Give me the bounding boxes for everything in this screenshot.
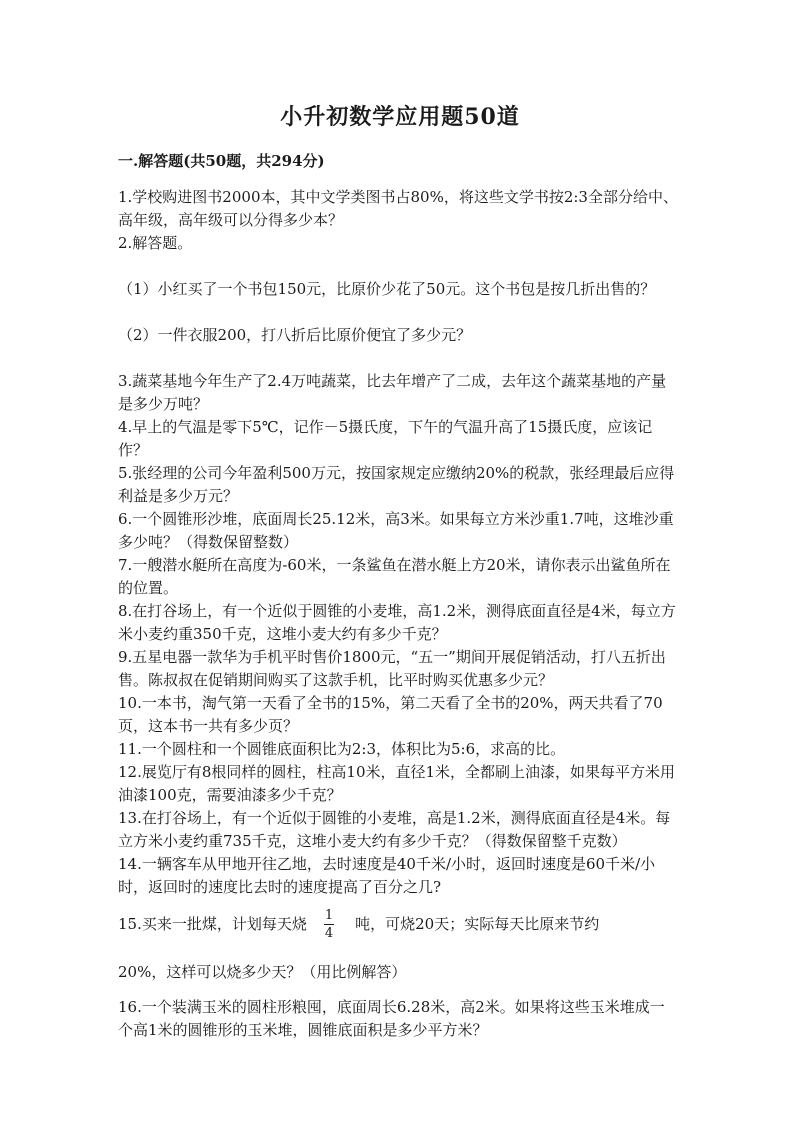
question-16: 16.一个装满玉米的圆柱形粮囤，底面周长6.28米，高2米。如果将这些玉米堆成一个高1米的圆锥形的玉米堆，圆锥底面积是多少平方米？ [118, 998, 665, 1039]
question-12: 12.展览厅有8根同样的圆柱，柱高10米，直径1米，全都刷上油漆，如果每平方米用油漆100克，需要油漆多少千克？ [118, 763, 676, 804]
question-11: 11.一个圆柱和一个圆锥底面积比为2:3，体积比为5:6，求高的比。 [118, 740, 566, 758]
question-8: 8.在打谷场上，有一个近似于圆锥的小麦堆，高1.2米，测得底面直径是4米，每立方米小麦约重350千克，这堆小麦大约有多少千克？ [118, 602, 676, 643]
fraction-denominator: 4 [324, 925, 334, 941]
question-list [118, 186, 678, 1042]
question-1: 1.学校购进图书2000本，其中文学类图书占80%，将这些文学书按2:3全部分给中、高年级，高年级可以分得多少本？ [118, 188, 678, 229]
fraction-numerator: 1 [324, 907, 334, 923]
question-10: 10.一本书，淘气第一天看了全书的15%，第二天看了全书的20%，两天共看了70页，这本书一共有多少页？ [118, 694, 663, 735]
question-3: 3.蔬菜基地今年生产了2.4万吨蔬菜，比去年增产了二成，去年这个蔬菜基地的产量是多少万吨？ [118, 372, 667, 413]
question-15-text-b: 吨，可烧20天；实际每天比原来节约 [355, 914, 600, 933]
question-9: 9.五星电器一款华为手机平时售价1800元，“五一”期间开展促销活动，打八五折出售。陈叔叔在促销期间购买了这款手机，比平时购买优惠多少元？ [118, 648, 666, 689]
question-14: 14.一辆客车从甲地开往乙地，去时速度是40千米/小时，返回时速度是60千米/小时，返回时的速度比去时的速度提高了百分之几? [118, 855, 656, 896]
question-5: 5.张经理的公司今年盈利500万元，按国家规定应缴纳20%的税款，张经理最后应得利益是多少万元？ [118, 464, 675, 505]
question-7: 7.一艘潜水艇所在高度为-60米，一条鲨鱼在潜水艇上方20米，请你表示出鲨鱼所在的位置。 [118, 556, 671, 597]
question-15-line-1 [118, 899, 678, 949]
fraction [323, 908, 335, 941]
question-6: 6.一个圆锥形沙堆，底面周长25.12米，高3米。如果每立方米沙重1.7吨，这堆沙重多少吨？（得数保留整数） [118, 510, 674, 551]
question-2-part-1: （1）小红买了一个书包150元，比原价少花了50元。这个书包是按几折出售的？ [118, 280, 656, 298]
question-13: 13.在打谷场上，有一个近似于圆锥的小麦堆，高是1.2米，测得底面直径是4米。每立方米小麦约重735千克，这堆小麦大约有多少千克？（得数保留整千克数） [118, 809, 671, 850]
question-15-text-a: 15.买来一批煤，计划每天烧 [118, 914, 307, 933]
section-heading: 一.解答题(共50题，共294分) [118, 152, 325, 170]
page-title: 小升初数学应用题50道 [280, 104, 520, 130]
fraction-bar [324, 924, 334, 925]
question-15-line-2: 20%，这样可以烧多少天？（用比例解答） [118, 963, 407, 981]
question-2: 2.解答题。 [118, 234, 193, 252]
question-2-part-2: （2）一件衣服200，打八折后比原价便宜了多少元？ [118, 326, 472, 344]
question-4: 4.早上的气温是零下5℃，记作－5摄氏度，下午的气温升高了15摄氏度，应该记作？ [118, 418, 653, 459]
